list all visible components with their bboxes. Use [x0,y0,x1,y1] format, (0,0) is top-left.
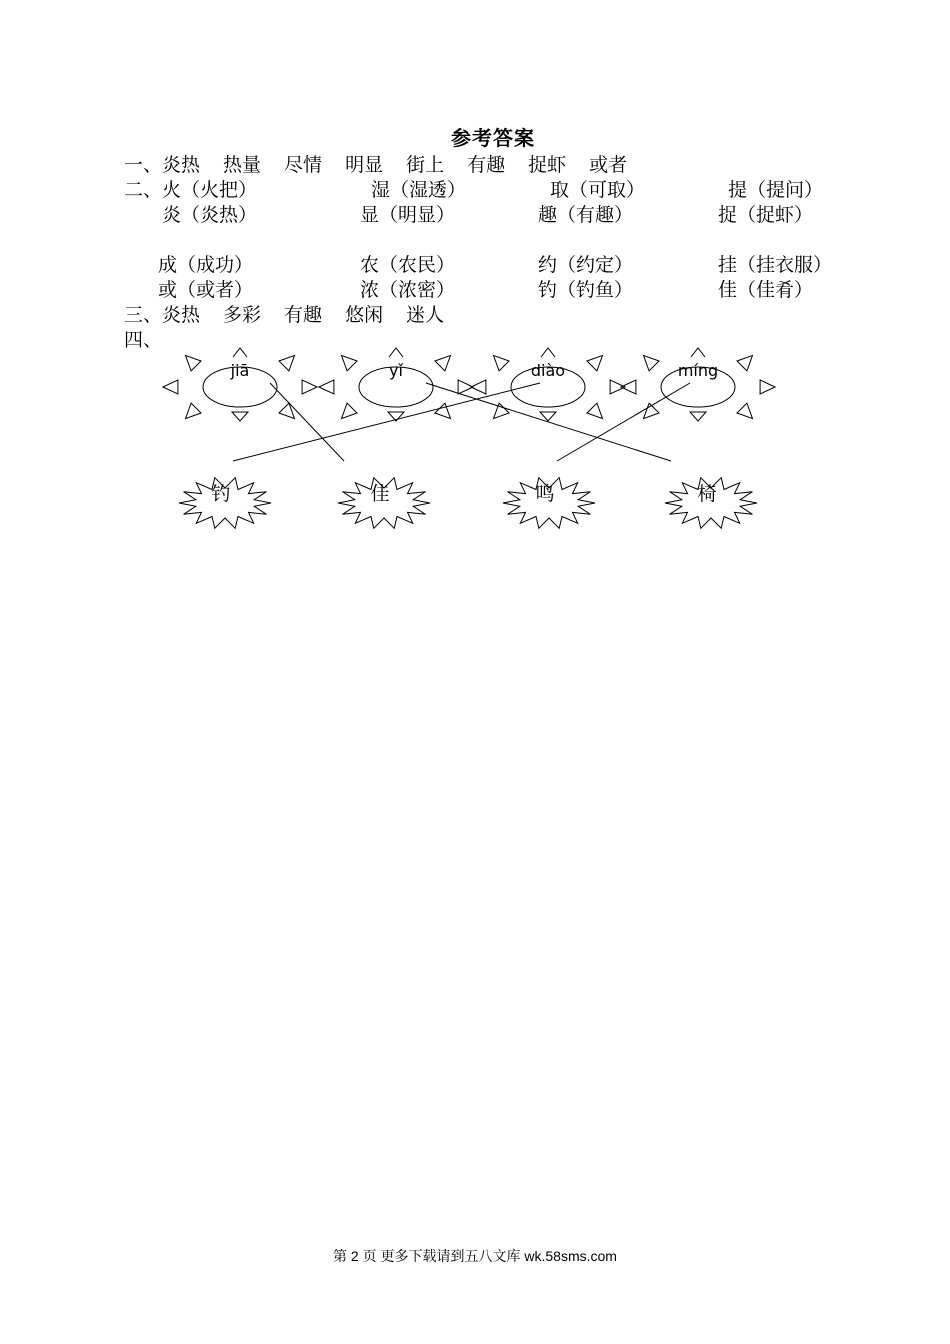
word-group: 农（农民） [360,254,456,276]
sun-top-ray [389,348,403,357]
answer-word: 迷人 [406,304,445,326]
pinyin-label: yǐ [389,361,403,380]
page-title: 参考答案 [451,126,535,150]
match-line [557,383,690,461]
sun-ray [186,403,202,419]
sun-bottom-ray [232,412,248,421]
sun-ray [342,403,358,419]
word-group: 趣（有趣） [538,204,634,226]
character-label: 钓 [211,483,231,505]
word-group: 取（可取） [550,179,646,201]
pinyin-label: diào [530,361,566,380]
sun-top-ray [691,348,705,357]
sun-ray [760,380,775,394]
sun-ray [587,355,603,371]
sun-ray [279,403,295,419]
answer-word: 炎热 [162,304,201,326]
sun-2 [319,348,473,421]
matching-diagram [0,0,950,560]
word-group: 约（约定） [538,254,634,276]
word-group: 钓（钓鱼） [538,279,634,301]
word-group: 提（提问） [728,179,824,201]
word-group: 显（明显） [360,204,456,226]
sun-top-ray [541,348,555,357]
sun-ray [435,355,451,371]
section-2-label: 二、 [124,179,163,201]
sun-ray [186,355,202,371]
sun-ray [610,380,625,394]
match-line [233,383,540,461]
section-1-label: 一、 [124,154,163,176]
answer-word: 热量 [223,154,262,176]
answer-word: 尽情 [284,154,323,176]
section-3-label: 三、 [124,304,163,326]
sun-ray [435,403,451,419]
answer-word: 炎热 [162,154,201,176]
page-footer: 第 2 页 更多下载请到五八文库 wk.58sms.com [333,1248,617,1264]
sun-ray [587,403,603,419]
sun-ray [319,380,334,394]
sun-ray [737,403,753,419]
sun-ray [644,355,660,371]
answer-word: 多彩 [223,304,262,326]
match-line [426,383,671,461]
character-label: 椅 [697,483,717,505]
word-group: 火（火把） [162,179,258,201]
answer-word: 街上 [406,154,445,176]
sun-ray [737,355,753,371]
sun-ray [621,380,636,394]
answer-word: 有趣 [467,154,506,176]
answer-word: 明显 [345,154,384,176]
sun-3 [471,348,625,421]
match-line [270,383,344,461]
sun-ray [163,380,178,394]
word-group: 湿（湿透） [371,179,467,201]
answer-word: 有趣 [284,304,323,326]
word-group: 佳（佳肴） [718,279,814,301]
word-group: 炎（炎热） [162,204,258,226]
answer-word: 悠闲 [345,304,384,326]
word-group: 捉（捉虾） [718,204,814,226]
sun-ray [302,380,317,394]
sun-top-ray [233,348,247,357]
character-label: 鸣 [535,483,555,505]
sun-ray [342,355,358,371]
sun-ray [279,355,295,371]
word-group: 挂（挂衣服） [718,254,833,276]
word-group: 或（或者） [158,279,254,301]
section-4-label: 四、 [124,329,163,351]
sun-1 [163,348,317,421]
word-group: 浓（浓密） [360,279,456,301]
answer-word: 捉虾 [528,154,567,176]
sun-bottom-ray [690,412,706,421]
pinyin-label: míng [677,361,719,380]
pinyin-label: jiā [230,361,250,380]
sun-ray [494,355,510,371]
character-label: 佳 [370,483,390,505]
answer-word: 或者 [589,154,628,176]
word-group: 成（成功） [158,254,254,276]
